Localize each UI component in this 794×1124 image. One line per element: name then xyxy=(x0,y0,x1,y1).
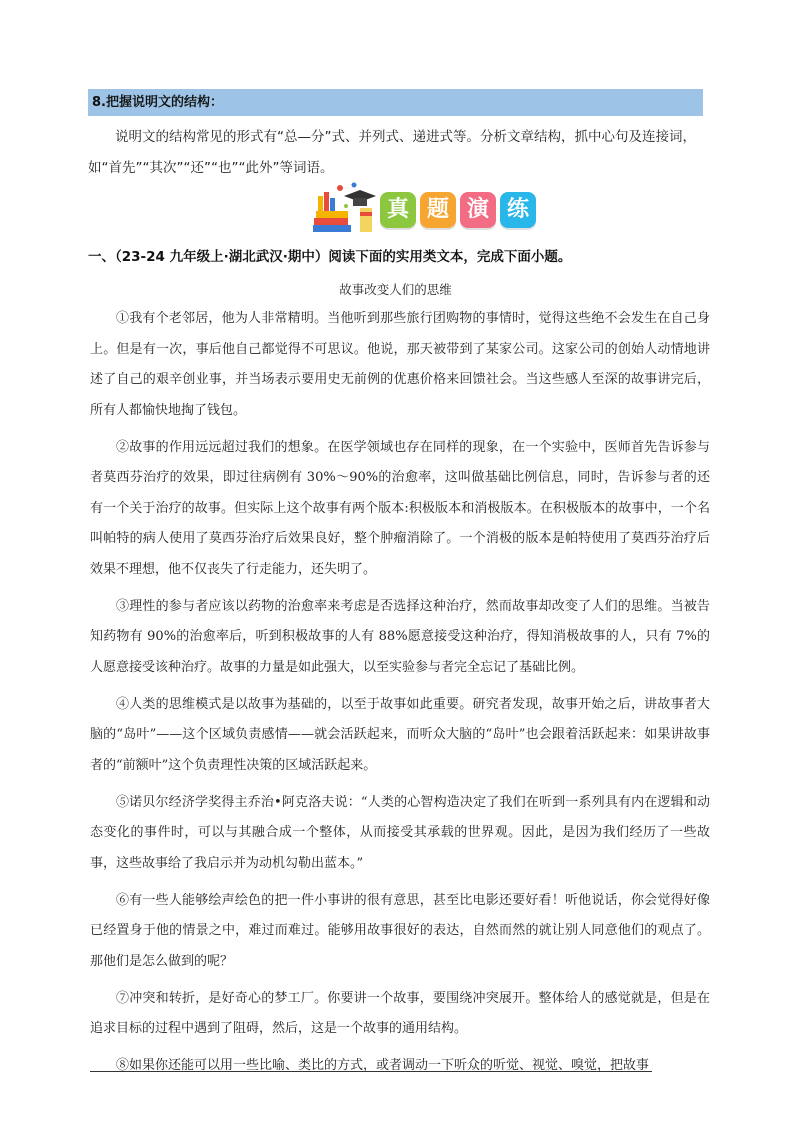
books-icon xyxy=(310,182,378,234)
banner-char-1: 真 xyxy=(380,192,416,228)
section-intro xyxy=(88,122,703,184)
intro-text: 说明文的结构常见的形式有“总—分”式、并列式、递进式等。分析文章结构，抓中心句及连接词，如“首先”“其次”“还”“也”“此外”等词语。 xyxy=(88,129,696,176)
paragraph: ⑦冲突和转折，是好奇心的梦工厂。你要讲一个故事，要围绕冲突展开。整体给人的感觉就是，但是在追求目标的过程中遇到了阻碍，然后，这是一个故事的通用结构。 xyxy=(90,990,710,1036)
banner-char-2: 题 xyxy=(420,192,456,228)
banner-char-4: 练 xyxy=(500,192,536,228)
question-prompt: 一、（23-24 九年级上·湖北武汉·期中）阅读下面的实用类文本，完成下面小题。 xyxy=(88,249,572,265)
paragraph: ⑥有一些人能够绘声绘色的把一件小事讲的很有意思，甚至比电影还要好看！听他说话，你会觉得好像已经置身于他的情景之中，难过而难过。能够用故事很好的表达，自然而然的就让别人同意他们的观点了。那他们是怎么做到的呢？ xyxy=(90,892,710,969)
paragraph: ③理性的参与者应该以药物的治愈率来考虑是否选择这种治疗，然而故事却改变了人们的思维。当被告知药物有 90%的治愈率后，听到积极故事的人有 88%愿意接受这种治疗，得知消极故事的人，只有 7%的人愿意接受该种治疗。故事的力量是如此强大，以至实验参与者完全忘记了基础比例。 xyxy=(90,598,710,675)
article-body xyxy=(90,304,710,1088)
footer-divider xyxy=(90,1071,652,1072)
paragraph: ①我有个老邻居，他为人非常精明。当他听到那些旅行团购物的事情时，觉得这些绝不会发生在自己身上。但是有一次，事后他自己都觉得不可思议。他说，那天被带到了某家公司。这家公司的创始人动情地讲述了自己的艰辛创业事，并当场表示要用史无前例的优惠价格来回馈社会。当这些感人至深的故事讲完后，所有人都愉快地掏了钱包。 xyxy=(90,311,710,418)
practice-banner xyxy=(310,182,540,234)
banner-char-3: 演 xyxy=(460,192,496,228)
paragraph: ⑤诺贝尔经济学奖得主乔治•阿克洛夫说：“人类的心智构造决定了我们在听到一系列具有内在逻辑和动态变化的事件时，可以与其融合成一个整体，从而接受其承载的世界观。因此，是因为我们经历了一些故事，这些故事给了我启示并为动机勾勒出蓝本。” xyxy=(90,794,710,871)
paragraph: ②故事的作用远远超过我们的想象。在医学领域也存在同样的现象，在一个实验中，医师首先告诉参与者莫西芬治疗的效果，即过往病例有 30%～90%的治愈率，这叫做基础比例信息，同时，告诉参与者的还有一个关于治疗的故事。但实际上这个故事有两个版本:积极版本和消极版本。在积极版本的故事中，一个名叫帕特的病人使用了莫西芬治疗后效果良好，整个肿瘤消除了。一个消极的版本是帕特使用了莫西芬治疗后效果不理想，他不仅丧失了行走能力，还失明了。 xyxy=(90,439,710,577)
paragraph: ④人类的思维模式是以故事为基础的，以至于故事如此重要。研究者发现，故事开始之后，讲故事者大脑的“岛叶”——这个区域负责感情——就会活跃起来，而听众大脑的“岛叶”也会跟着活跃起来：如果讲故事者的“前额叶”这个负责理性决策的区域活跃起来。 xyxy=(90,696,710,773)
section-heading: 8.把握说明文的结构： xyxy=(88,89,703,116)
article-title: 故事改变人们的思维 xyxy=(339,282,452,297)
paragraph: ⑧如果你还能可以用一些比喻、类比的方式，或者调动一下听众的听觉、视觉、嗅觉，把故事 xyxy=(116,1058,650,1073)
